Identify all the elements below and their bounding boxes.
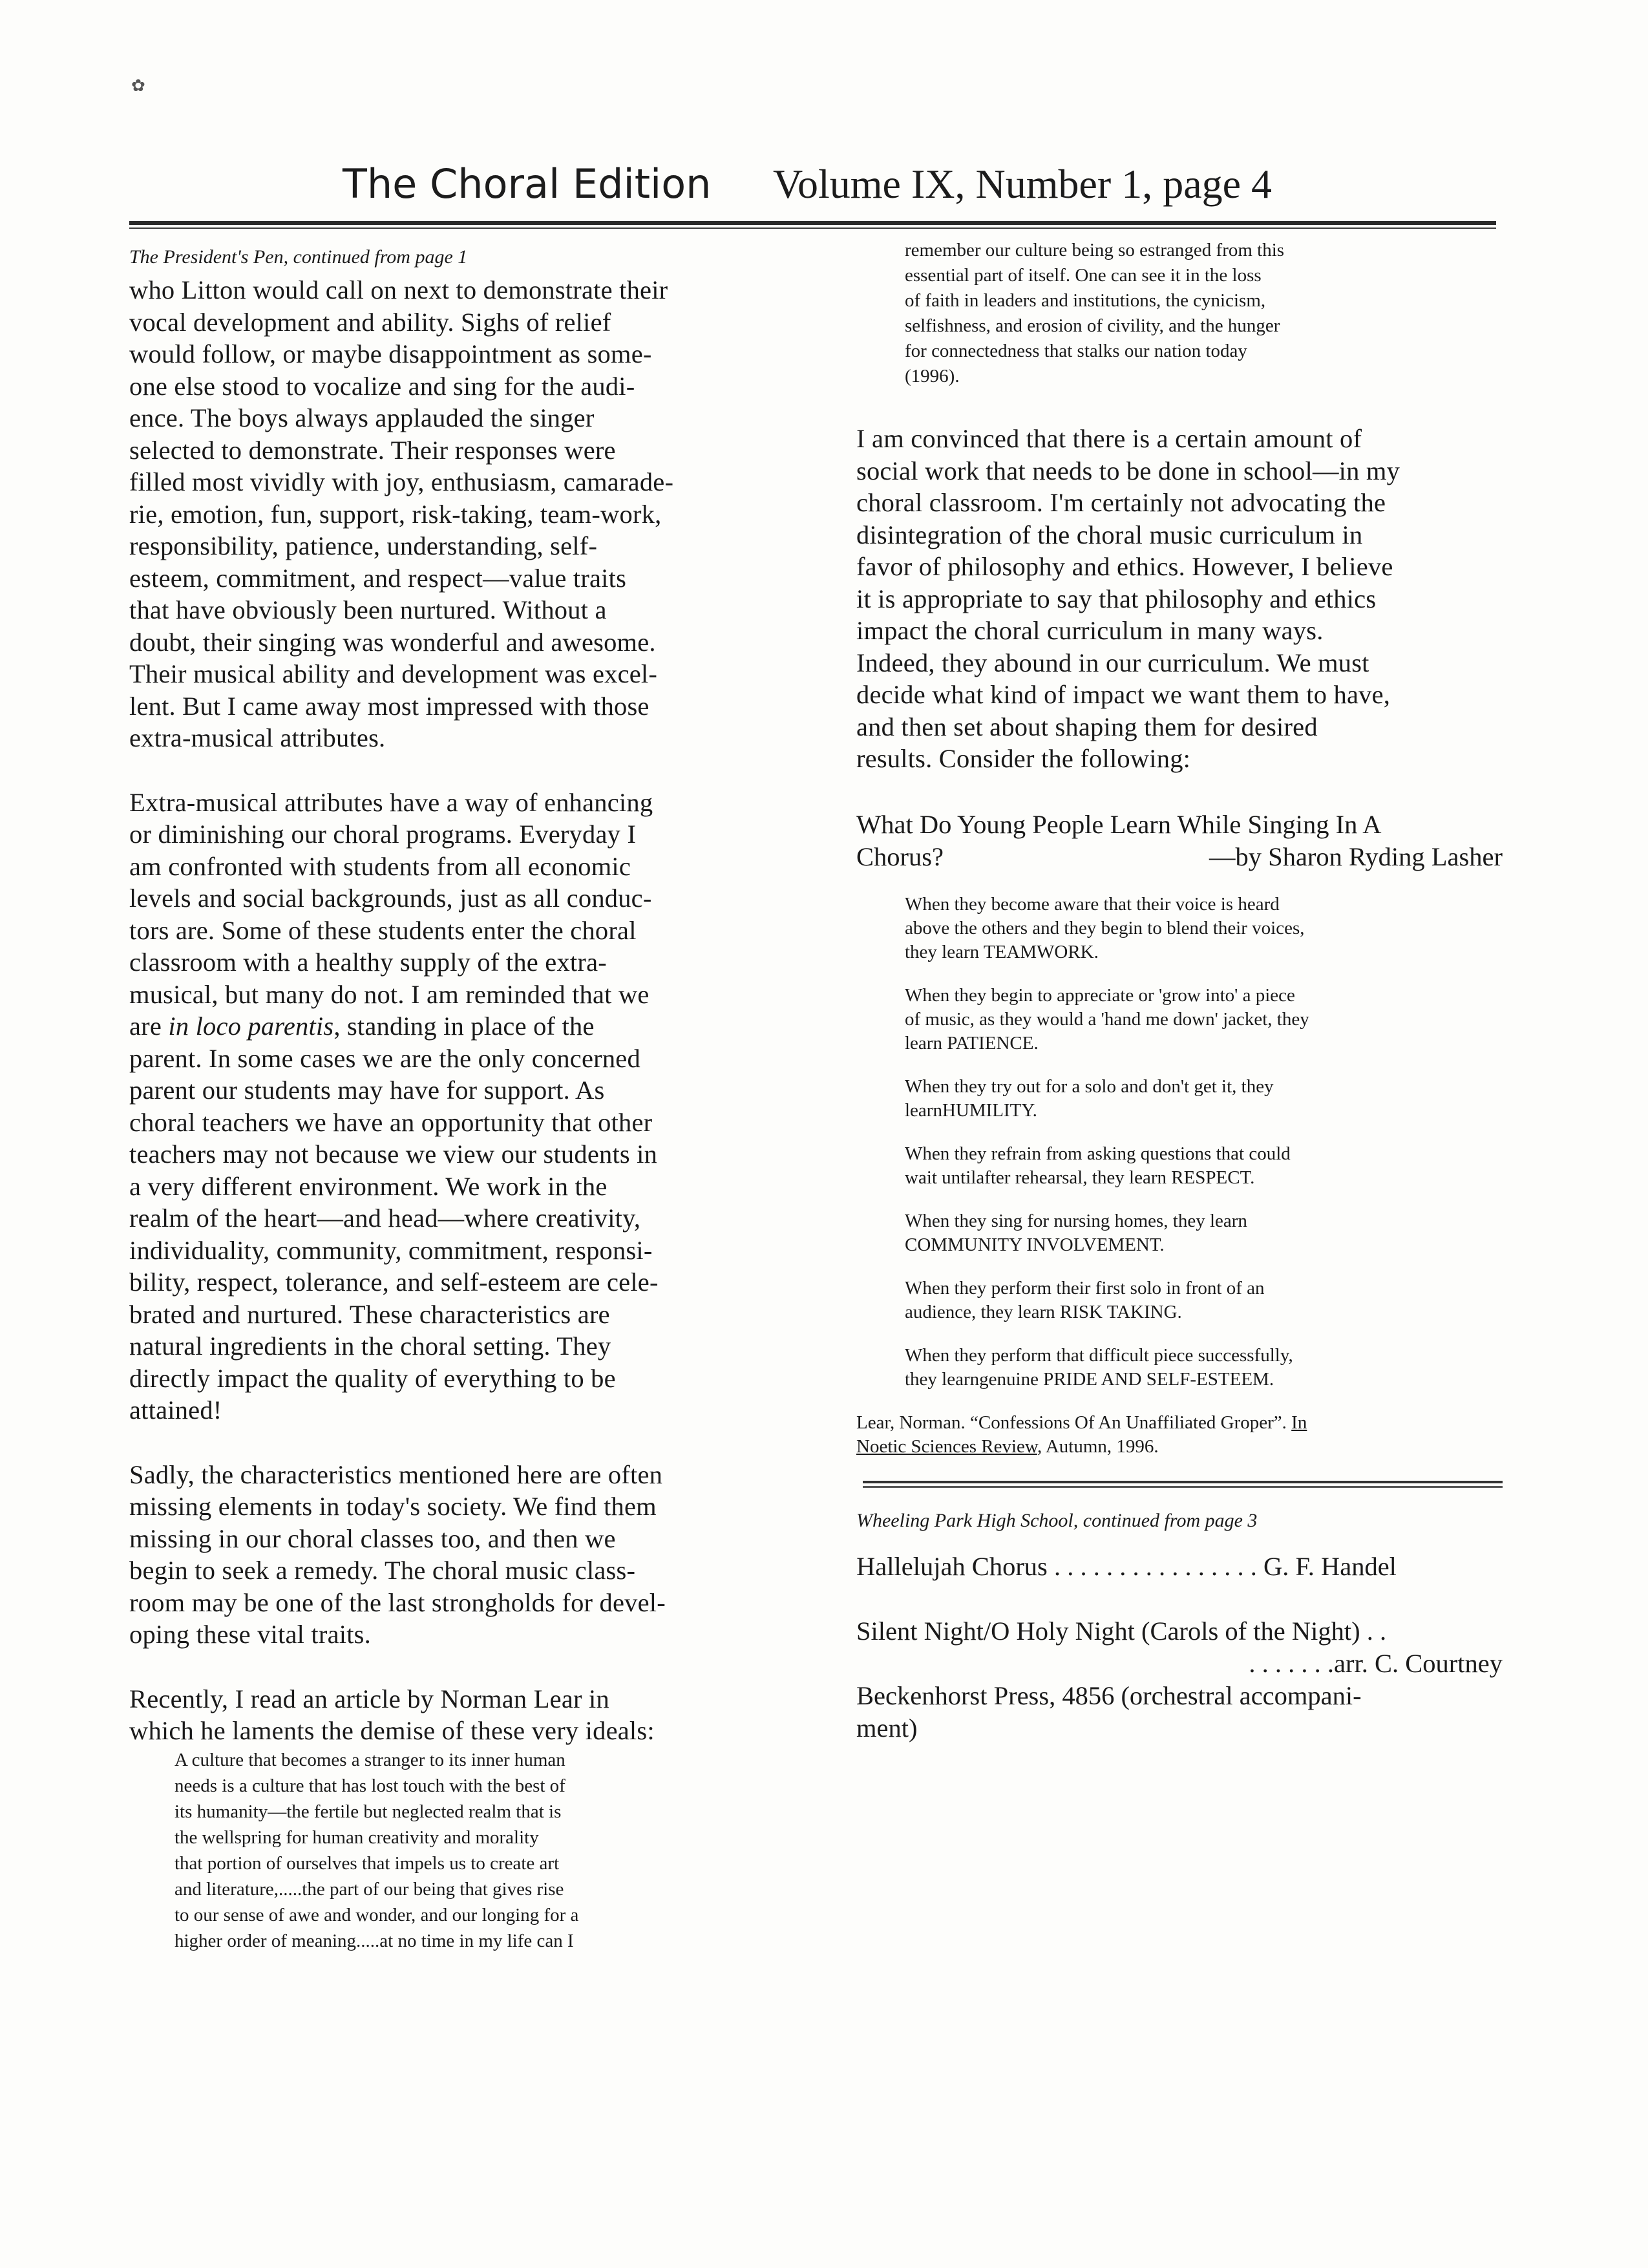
paragraph-2-text-a: Extra-musical attributes have a way of enhancing or diminishing our choral programs. Everyday I am confronted with students from all economic levels and social backgrounds, just as all conduc- tors are. Some of these students enter the choral classroom with a healthy supply of the extra- musical, but many do not. I am reminded that we are: [129, 787, 653, 1041]
poem-item-humility: When they try out for a solo and don't get it, they learnHUMILITY.: [905, 1076, 1274, 1121]
poem-item-risk-taking: When they perform their first solo in front of an audience, they learn RISK TAKING.: [905, 1277, 1265, 1322]
poem-item-teamwork: When they become aware that their voice is heard above the others and they begin to blend their voices, they learn TEAMWORK.: [905, 893, 1305, 962]
section-divider: [856, 1477, 1503, 1496]
repertoire-hallelujah: Hallelujah Chorus . . . . . . . . . . . . . . . . G. F. Handel: [856, 1551, 1397, 1581]
paragraph-2-text-b: , standing in place of the parent. In some cases we are the only concerned parent our students may have for support. As choral teachers we have an opportunity that other teachers may not because we view our students in a very different environment. We work in the realm of the heart—and head—where creativity, individuality, community, commitment, responsi- bility, respect, tolerance, and self-esteem are cele- brated and nurtured. These characteristics are natural ingredients in the choral setting. They directly impact the quality of everything to be attained!: [129, 1012, 659, 1425]
masthead: [343, 160, 1506, 218]
citation-journal: Noetic Sciences Review: [856, 1436, 1037, 1457]
repertoire-publisher: Beckenhorst Press, 4856 (orchestral accompani- ment): [856, 1680, 1362, 1743]
right-column: [856, 238, 1503, 1744]
poem-title-line-1: What Do Young People Learn While Singing In A: [856, 809, 1382, 839]
presidents-pen-paragraph-4: Recently, I read an article by Norman Lear in which he laments the demise of these very ideals:: [129, 1684, 655, 1745]
norman-lear-quote: A culture that becomes a stranger to its inner human needs is a culture that has lost touch with the best of its humanity—the fertile but neglected realm that is the wellspring for human creativity and morality that portion of ourselves that impels us to create art and literature,.....the part of our being that gives rise to our sense of awe and wonder, and our longing for a higher order of meaning.....at no time in my life can I: [174, 1749, 579, 1951]
right-paragraph-1: I am convinced that there is a certain amount of social work that needs to be done in school—in my choral classroom. I'm certainly not advocating the disintegration of the choral music curriculum in favor of philosophy and ethics. However, I believe it is appropriate to say that philosophy and ethics impact the choral curriculum in many ways. Indeed, they abound in our curriculum. We must decide what kind of impact we want them to have, and then set about shaping them for desired results. Consider the following:: [856, 424, 1400, 773]
poem-author: —by Sharon Ryding Lasher: [1209, 842, 1503, 871]
presidents-pen-paragraph-1: who Litton would call on next to demonstrate their vocal development and ability. Sighs of relief would follow, or maybe disappointment as some- one else stood to vocalize and sing for the audi- ence. The boys always applauded the singer selected to demonstrate. Their responses were filled most vividly with joy, enthusiasm, camarade- rie, emotion, fun, support, risk-taking, team-work, responsibility, patience, understanding, self- esteem, commitment, and respect—value traits that have obviously been nurtured. Without a doubt, their singing was wonderful and awesome. Their musical ability and development was excel- lent. But I came away most impressed with those extra-musical attributes.: [129, 275, 674, 752]
scan-speck: ✿: [131, 76, 145, 95]
poem-item-community: When they sing for nursing homes, they learn COMMUNITY INVOLVEMENT.: [905, 1210, 1247, 1255]
norman-lear-quote-continued: remember our culture being so estranged from this essential part of itself. One can see it in the loss of faith in leaders and institutions, the cynicism, selfishness, and erosion of civility, and the hunger for connectedness that stalks our nation today (1996).: [905, 240, 1285, 387]
poem-heading: [856, 809, 1503, 873]
volume-issue-page: Volume IX, Number 1, page 4: [773, 161, 1272, 207]
citation-date: , Autumn, 1996.: [1037, 1436, 1159, 1457]
poem-list: [856, 893, 1503, 1392]
newsletter-title: The Choral Edition: [343, 160, 712, 207]
presidents-pen-continued-note: The President's Pen, continued from page 1: [129, 246, 468, 268]
masthead-rule-bottom: [129, 228, 1496, 229]
repertoire-arranger: . . . . . . .arr. C. Courtney: [1249, 1648, 1503, 1678]
in-loco-parentis-phrase: in loco parentis: [168, 1012, 334, 1041]
masthead-rule-top: [129, 221, 1496, 225]
wheeling-park-continued-note: Wheeling Park High School, continued from page 3: [856, 1509, 1258, 1531]
poem-item-pride: When they perform that difficult piece successfully, they learngenuine PRIDE AND SELF-ESTEEM.: [905, 1344, 1293, 1390]
citation-in: In: [1291, 1412, 1307, 1433]
lear-citation: [856, 1411, 1503, 1459]
presidents-pen-paragraph-2: [129, 787, 795, 1426]
poem-item-respect: When they refrain from asking questions that could wait untilafter rehearsal, they learn RESPECT.: [905, 1143, 1291, 1188]
poem-title-line-2: Chorus?: [856, 842, 944, 871]
repertoire-silent-night: Silent Night/O Holy Night (Carols of the Night) . .: [856, 1616, 1387, 1646]
presidents-pen-paragraph-3: Sadly, the characteristics mentioned here are often missing elements in today's society. We find them missing in our choral classes too, and then we begin to seek a remedy. The choral music class- room may be one of the last strongholds for devel- oping these vital traits.: [129, 1459, 666, 1649]
left-column: [129, 246, 795, 1954]
poem-item-patience: When they begin to appreciate or 'grow into' a piece of music, as they would a 'hand me down' jacket, they learn PATIENCE.: [905, 984, 1309, 1054]
citation-author-title: Lear, Norman. “Confessions Of An Unaffiliated Groper”.: [856, 1412, 1292, 1433]
